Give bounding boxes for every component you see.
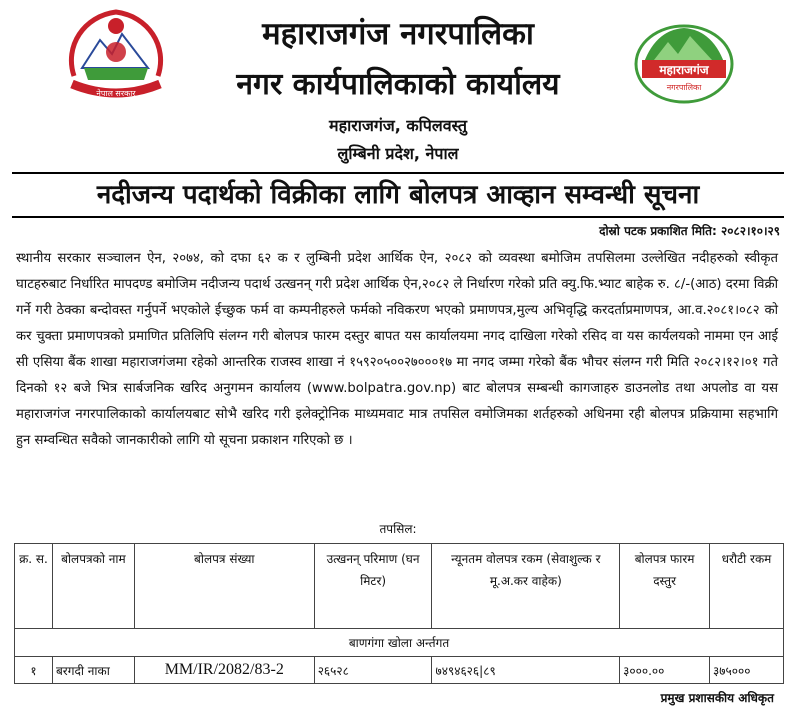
cell-deposit: ३७५००० xyxy=(710,657,784,684)
municipality-logo-icon xyxy=(634,20,734,104)
header xyxy=(0,0,796,170)
cell-sn: १ xyxy=(15,657,53,684)
municipality-title: महाराजगंज नगरपालिका xyxy=(262,16,534,52)
col-header-name: बोलपत्रको नाम xyxy=(52,544,134,629)
logo-text-top: महाराजगंज xyxy=(659,63,709,77)
cell-volume: २६५२८ xyxy=(314,657,432,684)
cell-name: बरगदी नाका xyxy=(52,657,134,684)
emblem-text: नेपाल सरकार xyxy=(96,89,136,98)
publish-date: दोस्रो पटक प्रकाशित मिति: २०८२।१०।२९ xyxy=(599,224,780,238)
notice-title: नदीजन्य पदार्थको विक्रीका लागि बोलपत्र आव्हान सम्वन्धी सूचना xyxy=(12,172,784,218)
cell-number: MM/IR/2082/83-2 xyxy=(134,657,314,684)
cell-min-amount: ७४९४६२६|८९ xyxy=(432,657,620,684)
table-header-row xyxy=(15,544,784,629)
office-title: नगर कार्यपालिकाको कार्यालय xyxy=(236,67,560,102)
table-row xyxy=(15,657,784,684)
address-province: लुम्बिनी प्रदेश, नेपाल xyxy=(337,144,459,163)
col-header-sn: क्र. स. xyxy=(15,544,53,629)
tapasil-label: तपसिल: xyxy=(379,522,417,536)
signer-title: प्रमुख प्रशासकीय अधिकृत xyxy=(660,691,774,705)
col-header-deposit: धरौटी रकम xyxy=(710,544,784,629)
table-group-row xyxy=(15,629,784,657)
cell-form-fee: ३०००.०० xyxy=(620,657,710,684)
bid-table xyxy=(14,543,784,684)
logo-text-bottom: नगरपालिका xyxy=(666,83,702,92)
notice-body: स्थानीय सरकार सञ्चालन ऐन, २०७४, को दफा ६२ क र लुम्बिनी प्रदेश आर्थिक ऐन, २०८२ को व्यवस्था बमोजिम तपसिलमा उल्लेखित नदीहरुको स्वीकृत घाटहरुबाट निर्धारित मापदण्ड बमोजिम नदीजन्य पदार्थ उत्खनन् गरी प्रदेश आर्थिक ऐन,२०८२ ले निर्धारण गरेको प्रति क्यु.फि.भ्याट बाहेक रु. ८/-(आठ) दरमा विक्री गर्ने गरी ठेक्का बन्दोवस्त गर्नुपर्ने भएकोले ईच्छुक फर्म वा कम्पनीहरुले फर्मको नविकरण भएको प्रमाणपत्र,मुल्य अभिवृद्धि करदर्ताप्रमाणपत्र, आ.व.२०८१।०८२ को कर चुक्ता प्रमाणपत्रको प्रमाणित प्रतिलिपि संलग्न गरी बोलपत्र फारम दस्तुर बापत यस कार्यालयमा नगद दाखिला गरेको रसिद वा यस कार्यलयको नाममा एन आई सी एसिया बैंक शाखा महाराजगंजमा रहेको आन्तरिक राजस्व शाखा नं १५९२०५००२७०००१७ मा नगद जम्मा गरेको बैंक भौचर संलग्न गरी मिति २०८२।१२।०१ गते दिनको १२ बजे भित्र सार्बजनिक खरिद अनुगमन कार्यालय (www.bolpatra.gov.np) बाट बोलपत्र सम्बन्धी कागजाहरु डाउनलोड तथा अपलोड वा यस महाराजगंज नगरपालिकाको कार्यालयबाट सोभै खरिद गरी इलेक्ट्रोनिक माध्यमवाट मात्र तपसिल वमोजिमका शर्तहरुको अधिनमा रही बोलपत्र प्रक्रियामा सहभागि हुन सम्वन्धित सवैको जानकारीको लागि यो सूचना प्रकाशन गरिएको छ । xyxy=(16,251,778,448)
col-header-number: बोलपत्र संख्या xyxy=(134,544,314,629)
col-header-form-fee: बोलपत्र फारम दस्तुर xyxy=(620,544,710,629)
col-header-min-amount: न्यूनतम वोलपत्र रकम (सेवाशुल्क र मू.अ.कर वाहेक) xyxy=(432,544,620,629)
col-header-volume: उत्खनन् परिमाण (घन मिटर) xyxy=(314,544,432,629)
group-label: बाणगंगा खोला अर्न्तगत xyxy=(15,629,784,657)
address-district: महाराजगंज, कपिलवस्तु xyxy=(329,116,467,135)
